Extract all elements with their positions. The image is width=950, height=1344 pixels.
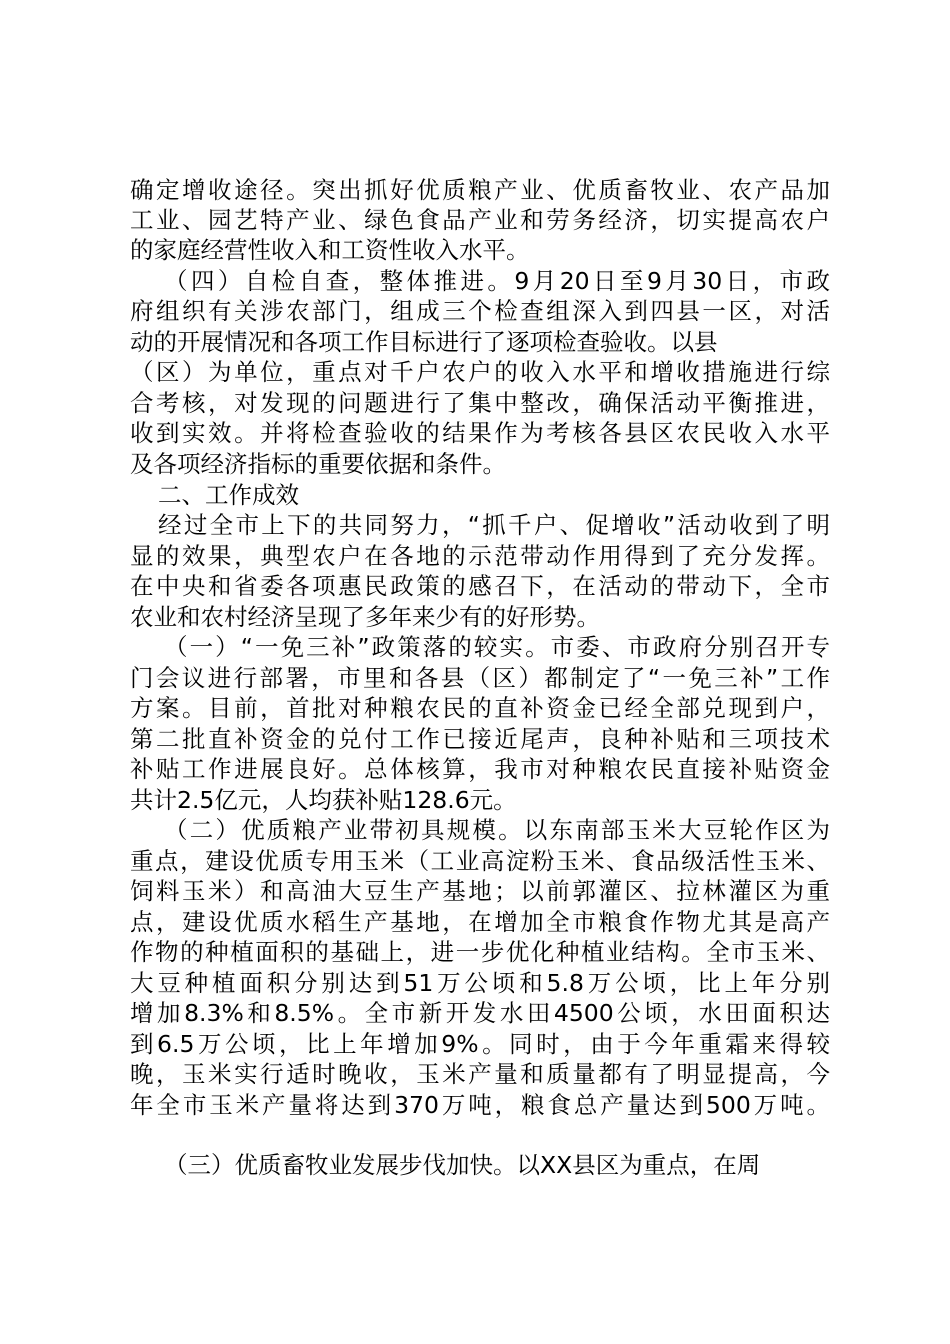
- text-line: 农业和农村经济呈现了多年来少有的好形势。: [130, 603, 600, 631]
- text-line: 动的开展情况和各项工作目标进行了逐项检查验收。以县: [130, 328, 718, 356]
- text-line: 年全市玉米产量将达到370万吨，粮食总产量达到500万吨。: [130, 1091, 830, 1119]
- text-line: 作物的种植面积的基础上，进一步优化种植业结构。全市玉米、: [130, 938, 830, 966]
- text-line: 方案。目前，首批对种粮农民的直补资金已经全部兑现到户，: [130, 694, 830, 722]
- paragraph-start-line: （一）“一免三补”政策落的较实。市委、市政府分别召开专: [164, 633, 830, 661]
- text-line: 在中央和省委各项惠民政策的感召下，在活动的带动下，全市: [130, 572, 830, 600]
- paragraph-start-line: （二）优质粮产业带初具规模。以东南部玉米大豆轮作区为: [164, 816, 830, 844]
- text-line: 大豆种植面积分别达到51万公顷和5.8万公顷，比上年分别: [130, 969, 830, 997]
- text-line: 饲料玉米）和高油大豆生产基地；以前郭灌区、拉林灌区为重: [130, 877, 830, 905]
- text-line: 显的效果，典型农户在各地的示范带动作用得到了充分发挥。: [130, 542, 830, 570]
- text-line: 增加8.3%和8.5%。全市新开发水田4500公顷，水田面积达: [130, 999, 830, 1027]
- text-line: 合考核，对发现的问题进行了集中整改，确保活动平衡推进，: [130, 389, 830, 417]
- section-heading: 二、工作成效: [158, 481, 299, 509]
- paragraph-start-line: （四）自检自查，整体推进。9月20日至9月30日，市政: [164, 267, 830, 295]
- text-line: 确定增收途径。突出抓好优质粮产业、优质畜牧业、农产品加: [130, 176, 830, 204]
- text-line: 重点，建设优质专用玉米（工业高淀粉玉米、食品级活性玉米、: [130, 847, 830, 875]
- text-line: 及各项经济指标的重要依据和条件。: [130, 450, 506, 478]
- text-line: 晚，玉米实行适时晚收，玉米产量和质量都有了明显提高，今: [130, 1060, 830, 1088]
- paragraph-start-line: 经过全市上下的共同努力，“抓千户、促增收”活动收到了明: [158, 511, 830, 539]
- text-line: 府组织有关涉农部门，组成三个检查组深入到四县一区，对活: [130, 297, 830, 325]
- text-line: 的家庭经营性收入和工资性收入水平。: [130, 236, 530, 264]
- text-line: （区）为单位，重点对千户农户的收入水平和增收措施进行综: [130, 358, 830, 386]
- text-line: 共计2.5亿元，人均获补贴128.6元。: [130, 786, 517, 814]
- text-line: 工业、园艺特产业、绿色食品产业和劳务经济，切实提高农户: [130, 206, 830, 234]
- text-line: 到6.5万公顷，比上年增加9%。同时，由于今年重霜来得较: [130, 1030, 830, 1058]
- text-line: 第二批直补资金的兑付工作已接近尾声，良种补贴和三项技术: [130, 725, 830, 753]
- text-line: 补贴工作进展良好。总体核算，我市对种粮农民直接补贴资金: [130, 755, 830, 783]
- text-line: 点，建设优质水稻生产基地，在增加全市粮食作物尤其是高产: [130, 908, 830, 936]
- text-line: 门会议进行部署，市里和各县（区）都制定了“一免三补”工作: [130, 664, 830, 692]
- paragraph-start-line: （三）优质畜牧业发展步伐加快。以XX县区为重点，在周: [164, 1151, 761, 1179]
- text-line: 收到实效。并将检查验收的结果作为考核各县区农民收入水平: [130, 419, 830, 447]
